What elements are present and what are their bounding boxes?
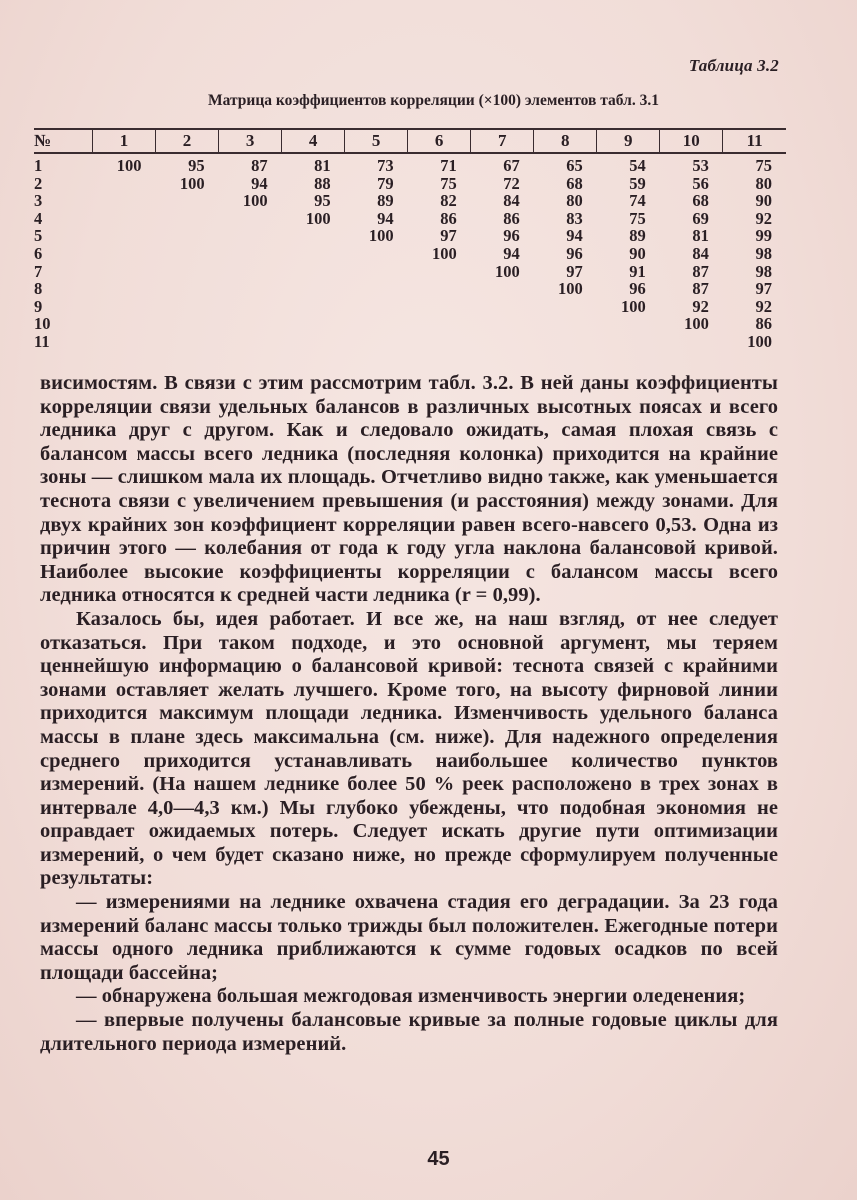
- table-cell: 92: [692, 296, 709, 316]
- table-cell: [345, 315, 408, 333]
- table-row: [34, 153, 786, 175]
- table-cell: 97: [755, 279, 772, 299]
- table-cell: [93, 263, 156, 281]
- table-cell: 86: [440, 208, 457, 228]
- table-cell: 100: [116, 156, 142, 175]
- row-number-cell: 5: [34, 226, 43, 246]
- table-cell: 67: [503, 156, 520, 175]
- table-cell: 90: [755, 191, 772, 211]
- table-cell: [282, 227, 345, 245]
- body-text: [40, 372, 778, 1056]
- table-cell: 87: [692, 279, 709, 299]
- table-cell: 86: [503, 208, 520, 228]
- table-cell: [471, 333, 534, 351]
- row-number-cell: 9: [34, 296, 43, 316]
- page-number: 45: [427, 1148, 450, 1170]
- table-cell: [534, 298, 597, 316]
- table-cell: 73: [377, 156, 394, 175]
- table-cell: [345, 298, 408, 316]
- header-cell: 3: [219, 129, 282, 153]
- table-cell: 92: [755, 208, 772, 228]
- table-cell: 96: [503, 226, 520, 246]
- list-item: — обнаружена большая межгодовая изменчивость энергии оледенения;: [76, 985, 746, 1008]
- table-cell: 87: [692, 261, 709, 281]
- table-cell: [219, 210, 282, 228]
- table-cell: [282, 245, 345, 263]
- table-cell: [282, 315, 345, 333]
- table-cell: [660, 333, 723, 351]
- table-cell: [345, 263, 408, 281]
- table-cell: [471, 298, 534, 316]
- table-cell: [408, 298, 471, 316]
- table-cell: 100: [494, 261, 520, 281]
- table-cell: 95: [314, 191, 331, 211]
- table-row: [34, 315, 786, 333]
- table-cell: 91: [629, 261, 646, 281]
- table-cell: [219, 227, 282, 245]
- table-cell: [156, 227, 219, 245]
- table-cell: [597, 333, 660, 351]
- table-cell: 96: [566, 243, 583, 263]
- table-cell: [156, 298, 219, 316]
- table-cell: [219, 333, 282, 351]
- table-cell: [93, 175, 156, 193]
- table-cell: 86: [755, 314, 772, 334]
- table-cell: 89: [377, 191, 394, 211]
- table-row: [34, 227, 786, 245]
- table-cell: 84: [503, 191, 520, 211]
- table-cell: [534, 333, 597, 351]
- row-number-cell: 8: [34, 279, 43, 299]
- list-item: — измерениями на леднике охвачена стадия его деградации. За 23 года измерений баланс массы только трижды был положителен. Ежегодные потери массы одного ледника приближаются к сумме годовых осадков по всей площади бассейна;: [40, 891, 778, 984]
- table-cell: 90: [629, 243, 646, 263]
- table-cell: 100: [179, 173, 205, 193]
- table-row: [34, 192, 786, 210]
- table-cell: [156, 210, 219, 228]
- table-cell: [219, 245, 282, 263]
- table-cell: 80: [755, 173, 772, 193]
- table-cell: [93, 280, 156, 298]
- table-cell: 100: [305, 208, 331, 228]
- table-cell: 94: [251, 173, 268, 193]
- table-cell: 87: [251, 156, 268, 175]
- table-cell: 81: [692, 226, 709, 246]
- table-cell: [597, 315, 660, 333]
- table-cell: 71: [440, 156, 457, 175]
- table-cell: 75: [440, 173, 457, 193]
- header-cell: 2: [156, 129, 219, 153]
- row-number-cell: 4: [34, 208, 43, 228]
- table-cell: 72: [503, 173, 520, 193]
- table-cell: [93, 333, 156, 351]
- table-row: [34, 175, 786, 193]
- table-row: [34, 210, 786, 228]
- header-cell: 10: [660, 129, 723, 153]
- table-cell: [93, 192, 156, 210]
- table-cell: [408, 315, 471, 333]
- header-cell: 6: [408, 129, 471, 153]
- table-cell: 100: [747, 331, 772, 351]
- table-caption: Матрица коэффициентов корреляции (×100) элементов табл. 3.1: [208, 92, 659, 109]
- row-number-cell: 1: [34, 156, 43, 175]
- table-cell: [408, 263, 471, 281]
- table-cell: 100: [684, 314, 709, 334]
- table-label: Таблица 3.2: [688, 56, 779, 75]
- table-cell: [471, 280, 534, 298]
- table-cell: 100: [368, 226, 394, 246]
- table-cell: 74: [629, 191, 646, 211]
- table-row: [34, 298, 786, 316]
- table-cell: [93, 210, 156, 228]
- table-row: [34, 280, 786, 298]
- table-cell: 94: [566, 226, 583, 246]
- table-cell: 99: [755, 226, 772, 246]
- table-cell: [282, 280, 345, 298]
- correlation-matrix-table: [34, 128, 786, 351]
- row-number-cell: 11: [34, 331, 50, 351]
- table-cell: 68: [566, 173, 583, 193]
- table-cell: [219, 280, 282, 298]
- table-cell: [156, 245, 219, 263]
- table-cell: 89: [629, 226, 646, 246]
- table-cell: 75: [755, 156, 772, 175]
- table-cell: 82: [440, 191, 457, 211]
- table-cell: [345, 280, 408, 298]
- table-cell: [408, 333, 471, 351]
- table-cell: 83: [566, 208, 583, 228]
- row-number-cell: 2: [34, 173, 43, 193]
- table-cell: 94: [503, 243, 520, 263]
- paragraph: висимостям. В связи с этим рассмотрим табл. 3.2. В ней даны коэффициенты корреляции связи удельных балансов в различных высотных поясах и всего ледника друг с другом. Как и следовало ожидать, самая плохая связь с балансом массы всего ледника (последняя колонка) приходится на крайние зоны — слишком мала их площадь. Отчетливо видно также, как уменьшается теснота связи с увеличением превышения (и расстояния) между зонами. Для двух крайних зон коэффициент корреляции равен всего-навсего 0,53. Одна из причин этого — колебания от года к году угла наклона балансовой кривой. Наиболее высокие коэффициенты корреляции с балансом массы всего ледника относятся к средней части ледника (r = 0,99).: [40, 372, 778, 607]
- table-cell: 68: [692, 191, 709, 211]
- table-cell: [219, 315, 282, 333]
- table-cell: [534, 315, 597, 333]
- header-cell: 8: [534, 129, 597, 153]
- table-cell: [156, 333, 219, 351]
- row-number-cell: 3: [34, 191, 43, 211]
- table-cell: [156, 192, 219, 210]
- table-cell: 84: [692, 243, 709, 263]
- table-cell: 100: [558, 279, 583, 299]
- table-cell: 69: [692, 208, 709, 228]
- table-cell: 88: [314, 173, 331, 193]
- header-cell: 5: [345, 129, 408, 153]
- paragraph: Казалось бы, идея работает. И все же, на наш взгляд, от нее следует отказаться. При таком подходе, и это основной аргумент, мы теряем ценнейшую информацию о балансовой кривой: теснота связей с крайними зонами оставляет желать лучшего. Кроме того, на высоту фирновой линии приходится максимум площади ледника. Изменчивость удельного баланса массы в плане здесь максимальна (см. ниже). Для надежного определения среднего приходится устанавливать наибольшее количество пунктов измерений. (На нашем леднике более 50 % реек расположено в трех зонах в интервале 4,0—4,3 км.) Мы глубоко убеждены, что подобная экономия не оправдает ожидаемых потерь. Следует искать другие пути оптимизации измерений, о чем будет сказано ниже, но прежде сформулируем полученные результаты:: [40, 607, 778, 890]
- table-cell: [282, 263, 345, 281]
- table-cell: [408, 280, 471, 298]
- table-cell: [219, 263, 282, 281]
- header-cell: 11: [723, 129, 786, 153]
- table-cell: [282, 333, 345, 351]
- table-cell: 98: [755, 243, 772, 263]
- list-item: — впервые получены балансовые кривые за полные годовые циклы для длительного периода измерений.: [40, 1009, 778, 1055]
- table-cell: 100: [431, 243, 457, 263]
- table-cell: 97: [566, 261, 583, 281]
- table-row: [34, 245, 786, 263]
- table-cell: [156, 280, 219, 298]
- table-cell: [93, 245, 156, 263]
- table-cell: 100: [242, 191, 268, 211]
- header-cell: 7: [471, 129, 534, 153]
- table-cell: [156, 263, 219, 281]
- table-row: [34, 263, 786, 281]
- header-cell: №: [34, 129, 93, 153]
- table-cell: [156, 315, 219, 333]
- row-number-cell: 6: [34, 243, 43, 263]
- table-cell: [471, 315, 534, 333]
- table-cell: 53: [692, 156, 709, 175]
- table-cell: 65: [566, 156, 583, 175]
- table-body: [34, 153, 786, 351]
- table-cell: 59: [629, 173, 646, 193]
- table-cell: 100: [621, 296, 646, 316]
- table-cell: 96: [629, 279, 646, 299]
- table-cell: [219, 298, 282, 316]
- header-cell: 9: [597, 129, 660, 153]
- table-cell: [345, 245, 408, 263]
- table-cell: 98: [755, 261, 772, 281]
- table-cell: 56: [692, 173, 709, 193]
- table-header-row: [34, 129, 786, 153]
- table-cell: [93, 298, 156, 316]
- table-cell: 79: [377, 173, 394, 193]
- table-cell: 94: [377, 208, 394, 228]
- table-cell: [93, 315, 156, 333]
- table-cell: 97: [440, 226, 457, 246]
- table-cell: 95: [188, 156, 205, 175]
- table-cell: 92: [755, 296, 772, 316]
- table-cell: 80: [566, 191, 583, 211]
- table-cell: [345, 333, 408, 351]
- table-cell: [93, 227, 156, 245]
- header-cell: 4: [282, 129, 345, 153]
- table-cell: 81: [314, 156, 331, 175]
- table-cell: 75: [629, 208, 646, 228]
- table-cell: [282, 298, 345, 316]
- header-cell: 1: [93, 129, 156, 153]
- row-number-cell: 10: [34, 314, 51, 334]
- row-number-cell: 7: [34, 261, 43, 281]
- table-row: [34, 333, 786, 351]
- table-cell: 54: [629, 156, 646, 175]
